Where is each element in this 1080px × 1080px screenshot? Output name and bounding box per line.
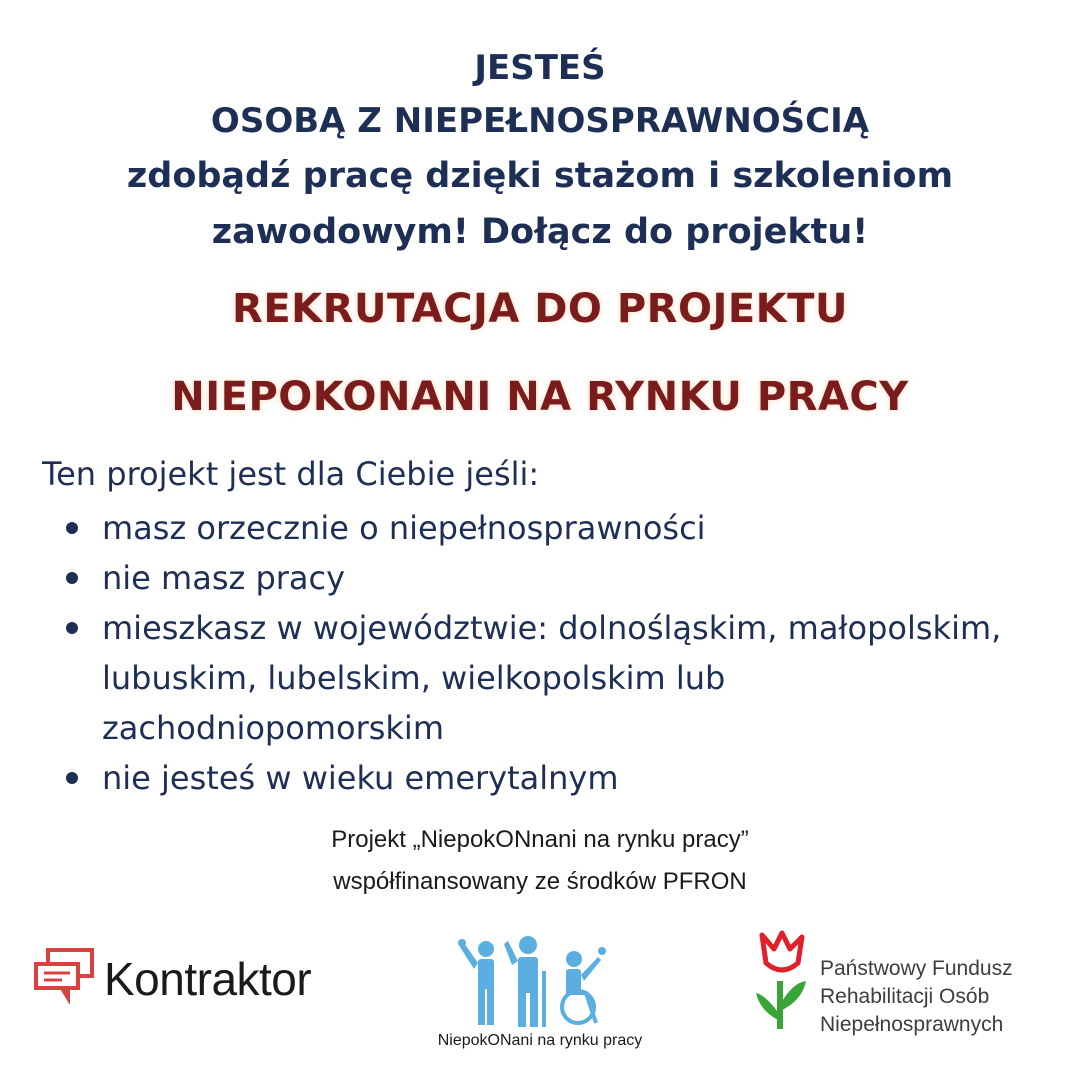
list-item xyxy=(60,553,1050,603)
bullet-icon xyxy=(66,622,78,634)
kontraktor-logo xyxy=(32,942,342,1022)
pfron-name-line-3: Niepełnosprawnych xyxy=(820,1013,1004,1036)
list-item xyxy=(60,603,1050,753)
list-item xyxy=(60,753,1050,803)
kontraktor-wordmark: Kontraktor xyxy=(104,953,312,1005)
bullet-icon xyxy=(66,522,78,534)
list-item-text: masz orzecznie o niepełnosprawności xyxy=(102,509,706,547)
bullet-icon xyxy=(66,572,78,584)
speech-bubbles-icon xyxy=(32,946,98,1004)
list-item-text: mieszkasz w województwie: dolnośląskim, małopolskim, lubuskim, lubelskim, wielkopolskim lub zachodniopomorskim xyxy=(102,609,1002,747)
list-item-text: nie masz pracy xyxy=(102,559,346,597)
headline-line-3: zdobądź pracę dzięki stażom i szkoleniom xyxy=(126,156,954,196)
funding-note-line-1: Projekt „NiepokONnani na rynku pracy” xyxy=(331,826,749,853)
headline-line-4: zawodowym! Dołącz do projektu! xyxy=(211,212,869,252)
pfron-logo xyxy=(752,925,1072,1045)
bullet-icon xyxy=(66,772,78,784)
project-name-title: NIEPOKONANI NA RYNKU PRACY xyxy=(171,374,909,420)
pfron-name-line-2: Rehabilitacji Osób xyxy=(820,985,990,1008)
eligibility-intro: Ten projekt jest dla Ciebie jeśli: xyxy=(42,455,540,493)
recruitment-title: REKRUTACJA DO PROJEKTU xyxy=(232,286,848,332)
tulip-icon xyxy=(752,925,812,1037)
list-item-text: nie jesteś w wieku emerytalnym xyxy=(102,759,619,797)
list-item xyxy=(60,503,1050,553)
pfron-name xyxy=(820,955,1013,1039)
niepokonani-logo xyxy=(410,935,670,1065)
funding-note-line-2: współfinansowany ze środków PFRON xyxy=(333,868,747,895)
pfron-name-line-1: Państwowy Fundusz xyxy=(820,957,1013,980)
people-group-icon xyxy=(456,935,616,1030)
headline-line-1: JESTEŚ xyxy=(474,48,606,88)
eligibility-list xyxy=(60,503,1050,803)
niepokonani-caption: NiepokONani na rynku pracy xyxy=(437,1032,643,1049)
headline-line-2: OSOBĄ Z NIEPEŁNOSPRAWNOŚCIĄ xyxy=(210,101,870,141)
